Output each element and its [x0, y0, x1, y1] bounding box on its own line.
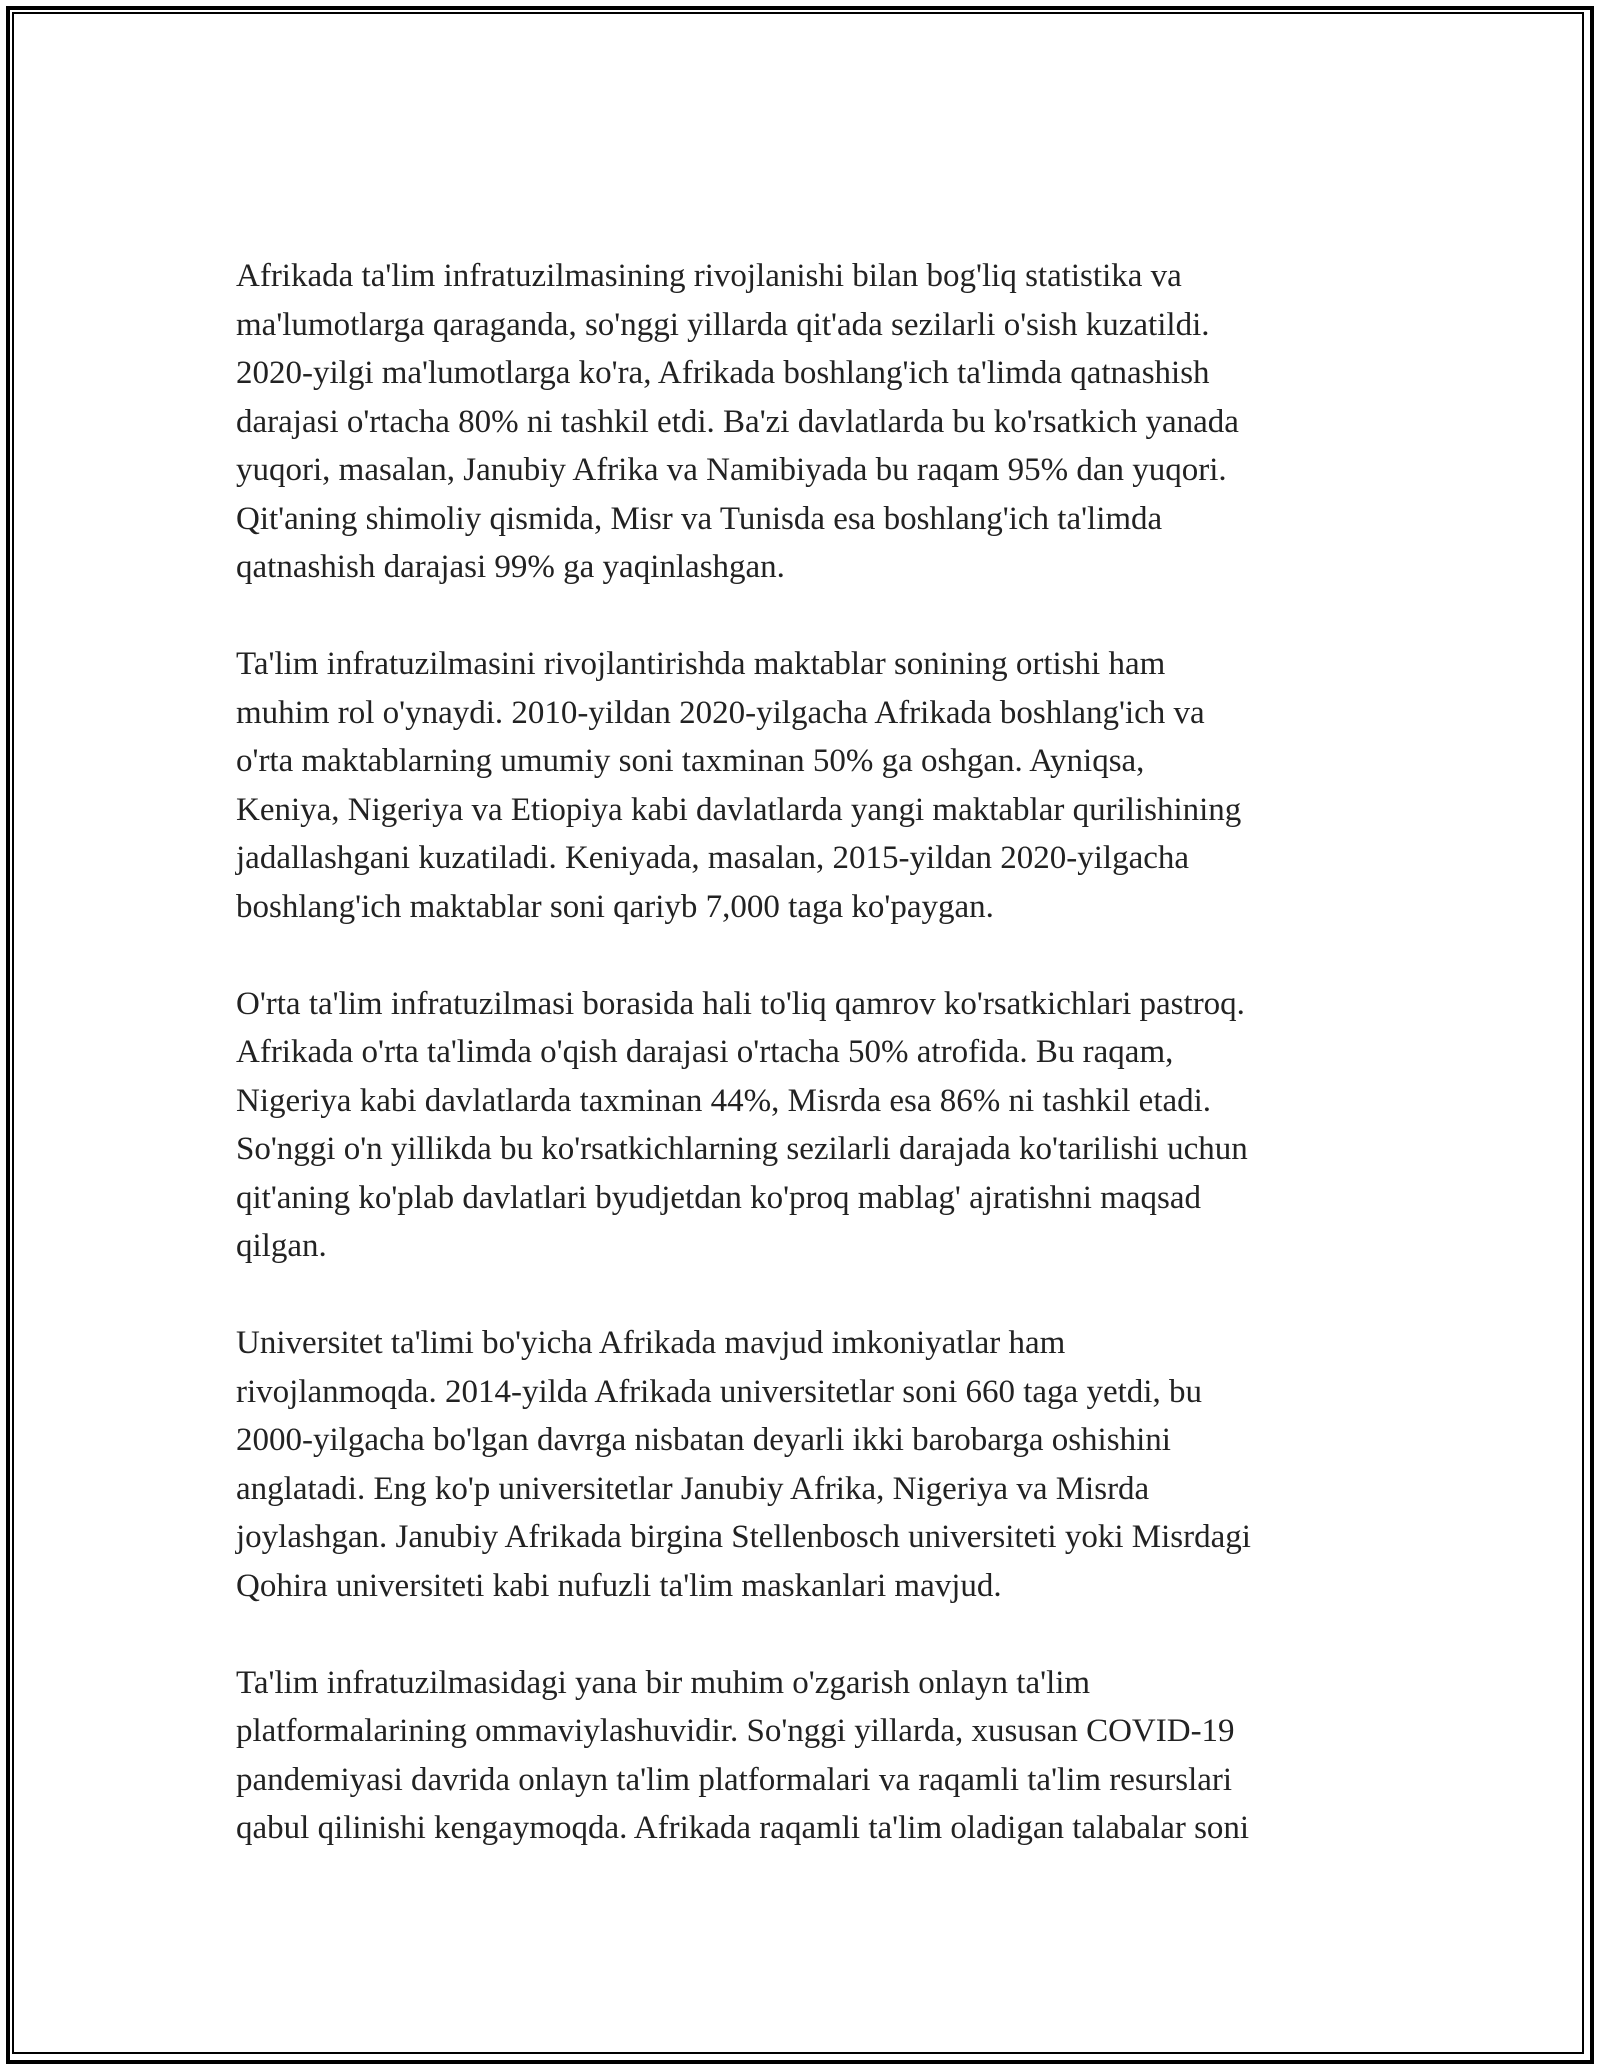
- paragraph-primary-education: Afrikada ta'lim infratuzilmasining rivojlanishi bilan bog'liq statistika va ma'lumotlarga qaraganda, so'nggi yillarda qit'ada sezilarli o'sish kuzatildi. 2020-yilgi ma'lumotlarga ko'ra, Afrikada boshlang'ich ta'limda qatnashish darajasi o'rtacha 80% ni tashkil etdi. Ba'zi davlatlarda bu ko'rsatkich yanada yuqori, masalan, Janubiy Afrika va Namibiyada bu raqam 95% dan yuqori. Qit'aning shimoliy qismida, Misr va Tunisda esa boshlang'ich ta'limda qatnashish darajasi 99% ga yaqinlashgan.: [236, 258, 1239, 585]
- document-body: [236, 252, 1376, 1901]
- paragraph-school-growth: Ta'lim infratuzilmasini rivojlantirishda maktablar sonining ortishi ham muhim rol o'ynaydi. 2010-yildan 2020-yilgacha Afrikada boshlang'ich va o'rta maktablarning umumiy soni taxminan 50% ga oshgan. Ayniqsa, Keniya, Nigeriya va Etiopiya kabi davlatlarda yangi maktablar qurilishining jadallashgani kuzatiladi. Keniyada, masalan, 2015-yildan 2020-yilgacha boshlang'ich maktablar soni qariyb 7,000 taga ko'paygan.: [236, 646, 1242, 925]
- paragraph-university-education: Universitet ta'limi bo'yicha Afrikada mavjud imkoniyatlar ham rivojlanmoqda. 2014-yilda Afrikada universitetlar soni 660 taga yetdi, bu 2000-yilgacha bo'lgan davrga nisbatan deyarli ikki barobarga oshishini anglatadi. Eng ko'p universitetlar Janubiy Afrika, Nigeriya va Misrda joylashgan. Janubiy Afrikada birgina Stellenbosch universiteti yoki Misrdagi Qohira universiteti kabi nufuzli ta'lim maskanlari mavjud.: [236, 1325, 1251, 1604]
- paragraph-secondary-education: O'rta ta'lim infratuzilmasi borasida hali to'liq qamrov ko'rsatkichlari pastroq. Afrikada o'rta ta'limda o'qish darajasi o'rtacha 50% atrofida. Bu raqam, Nigeriya kabi davlatlarda taxminan 44%, Misrda esa 86% ni tashkil etadi. So'nggi o'n yillikda bu ko'rsatkichlarning sezilarli darajada ko'tarilishi uchun qit'aning ko'plab davlatlari byudjetdan ko'proq mablag' ajratishni maqsad qilgan.: [236, 985, 1248, 1264]
- paragraph-online-education: Ta'lim infratuzilmasidagi yana bir muhim o'zgarish onlayn ta'lim platformalarining ommaviylashuvidir. So'nggi yillarda, xususan COVID-19 pandemiyasi davrida onlayn ta'lim platformalari va raqamli ta'lim resurslari qabul qilinishi kengaymoqda. Afrikada raqamli ta'lim oladigan talabalar soni: [236, 1664, 1250, 1846]
